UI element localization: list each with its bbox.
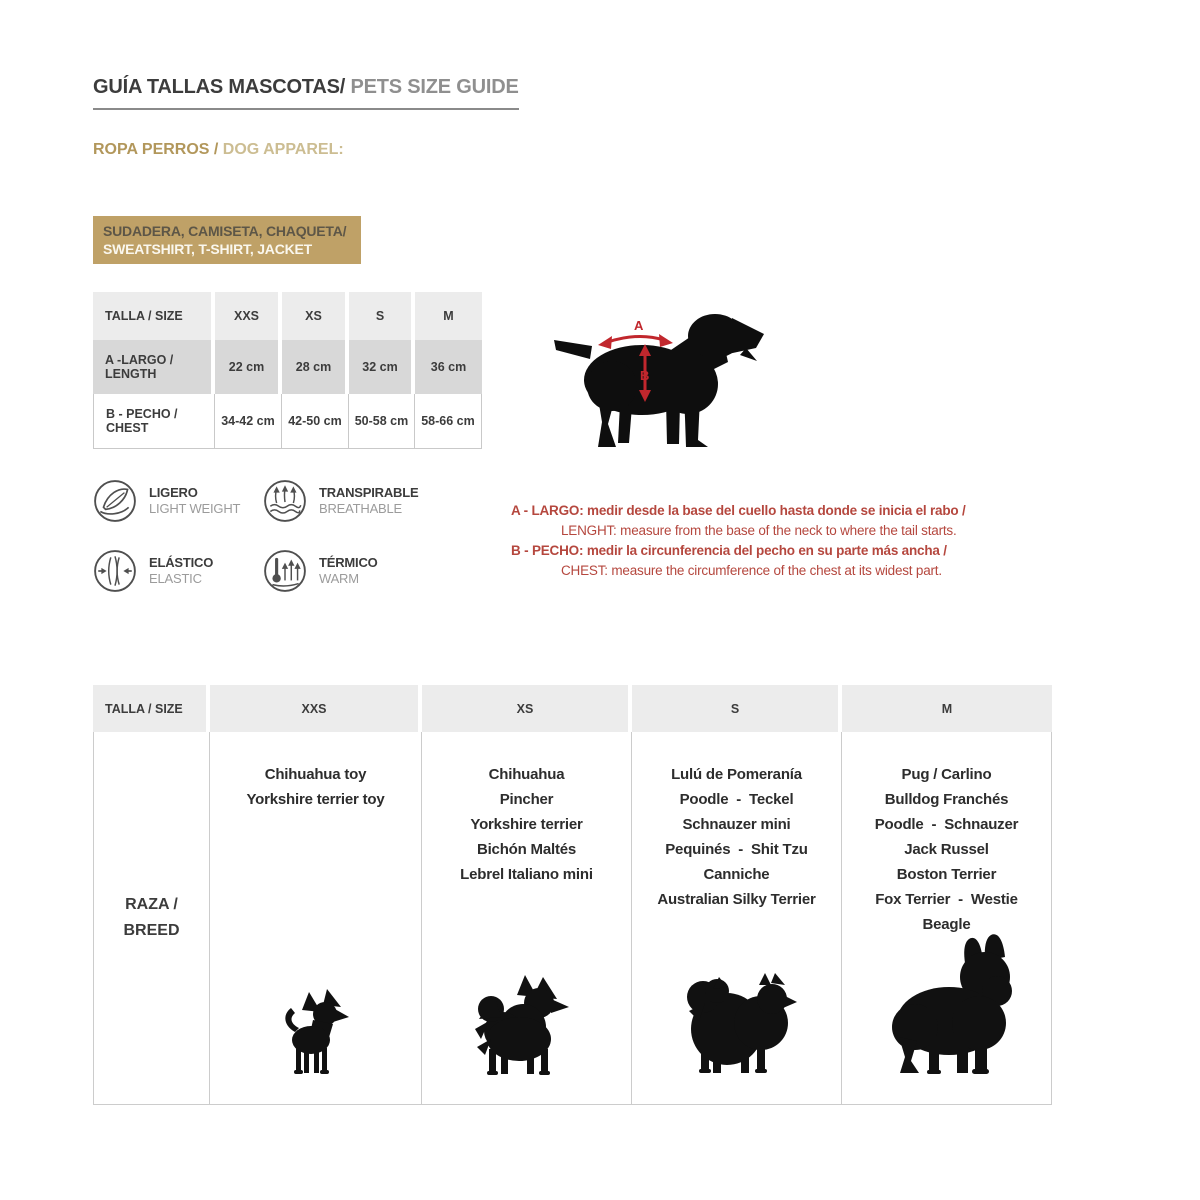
breed-name: Jack Russel: [904, 841, 989, 858]
breed-name: Chihuahua: [488, 766, 565, 783]
breed-cell-xs: [422, 732, 632, 1105]
breed-name: Fox Terrier - Westie: [875, 891, 1018, 908]
section-subtitle: [93, 141, 344, 159]
size-table-header-cell: TALLA / SIZE: [93, 292, 215, 340]
breed-table-header-cell: TALLA / SIZE: [93, 685, 210, 732]
pomeranian-silhouette: [675, 971, 799, 1076]
note-b-text: medir la circunferencia del pecho en su parte más ancha /: [583, 543, 947, 558]
subtitle-es: ROPA PERROS /: [93, 141, 223, 158]
size-table-header-cell: M: [415, 292, 482, 340]
feature-name-en: WARM: [319, 571, 359, 586]
breed-name: Yorkshire terrier toy: [246, 791, 385, 808]
breathable-icon: [263, 479, 307, 523]
feature-warm: [263, 549, 378, 593]
measure-b-label: B: [640, 368, 650, 383]
feature-name-en: LIGHT WEIGHT: [149, 501, 241, 516]
size-table-header-cell: XXS: [215, 292, 282, 340]
page-title-es: GUÍA TALLAS MASCOTAS/: [93, 76, 346, 98]
note-a-es: [511, 501, 981, 521]
thermometer-icon: [263, 549, 307, 593]
feature-name: TRANSPIRABLE: [319, 485, 419, 500]
breed-name: Boston Terrier: [896, 866, 997, 883]
breed-list-s: [632, 762, 841, 912]
size-table-value-cell: 32 cm: [349, 340, 415, 394]
size-table-value-cell: 36 cm: [415, 340, 482, 394]
breed-name: Lulú de Pomeranía: [671, 766, 802, 783]
size-table-value-cell: 22 cm: [215, 340, 282, 394]
breed-cell-s: [632, 732, 842, 1105]
size-table-value-cell: 34-42 cm: [215, 394, 282, 449]
breed-name: Schnauzer mini: [682, 816, 791, 833]
size-table-value-cell: 50-58 cm: [349, 394, 415, 449]
size-table-row-label: B - PECHO / CHEST: [93, 394, 215, 449]
size-measurements-table: [93, 292, 482, 449]
breed-table-header-cell: M: [842, 685, 1052, 732]
measuring-instructions: [511, 501, 981, 581]
dog-measurement-diagram: [550, 290, 794, 462]
breed-name: Yorkshire terrier: [470, 816, 583, 833]
note-a-label: A - LARGO:: [511, 503, 584, 518]
breed-table-header-cell: XS: [422, 685, 632, 732]
breed-name: Pug / Carlino: [901, 766, 992, 783]
breed-name: Bichón Maltés: [476, 841, 577, 858]
feature-name-en: BREATHABLE: [319, 501, 403, 516]
chihuahua-silhouette: [281, 988, 351, 1076]
breed-list-xxs: [210, 762, 421, 812]
breed-name: Beagle: [922, 916, 971, 933]
breed-name: Pequinés - Shit Tzu: [665, 841, 808, 858]
labrador-silhouette: [554, 314, 764, 447]
subtitle-en: DOG APPAREL:: [222, 141, 344, 158]
breed-list-xs: [422, 762, 631, 887]
breed-name: Australian Silky Terrier: [657, 891, 816, 908]
size-table-value-cell: 42-50 cm: [282, 394, 349, 449]
breed-name: Bulldog Franchés: [884, 791, 1009, 808]
breed-cell-xxs: [210, 732, 422, 1105]
note-a-text: medir desde la base del cuello hasta donde se inicia el rabo /: [583, 503, 966, 518]
french-bulldog-silhouette: [877, 933, 1017, 1076]
feature-elastic: [93, 549, 213, 593]
size-table-row-label: A -LARGO / LENGTH: [93, 340, 215, 394]
feature-breathable: [263, 479, 418, 523]
feature-name: TÉRMICO: [319, 555, 378, 570]
note-b-es: [511, 541, 981, 561]
feature-name: LIGERO: [149, 485, 198, 500]
size-table-value-cell: 28 cm: [282, 340, 349, 394]
size-table-header-cell: XS: [282, 292, 349, 340]
feature-lightweight: [93, 479, 240, 523]
size-table-value-cell: 58-66 cm: [415, 394, 482, 449]
breed-name: Poodle - Schnauzer: [874, 816, 1019, 833]
note-b-label: B - PECHO:: [511, 543, 584, 558]
breed-table-header-cell: S: [632, 685, 842, 732]
feature-name-en: ELASTIC: [149, 571, 202, 586]
page-title-en: PETS SIZE GUIDE: [345, 76, 519, 98]
longhair-chihuahua-silhouette: [467, 973, 587, 1076]
breed-table-header-cell: XXS: [210, 685, 422, 732]
breed-name: Poodle - Teckel: [679, 791, 794, 808]
size-table-header-cell: S: [349, 292, 415, 340]
breed-name: Pincher: [499, 791, 554, 808]
breed-cell-m: [842, 732, 1052, 1105]
breed-row-label: [93, 732, 210, 1105]
garment-category-box: [93, 216, 361, 264]
elastic-icon: [93, 549, 137, 593]
breed-table-body: [93, 732, 1052, 1105]
breed-name: Canniche: [703, 866, 770, 883]
breed-label-es: RAZA /: [125, 896, 178, 913]
measure-a-label: A: [634, 318, 644, 333]
breed-list-m: [842, 762, 1051, 937]
feature-name: ELÁSTICO: [149, 555, 214, 570]
breed-table-header: [93, 685, 1052, 732]
page-title: [93, 76, 519, 110]
breed-label-en: BREED: [123, 922, 180, 939]
note-b-en: CHEST: measure the circumference of the chest at its widest part.: [561, 563, 942, 578]
category-line-es: SUDADERA, CAMISETA, CHAQUETA/: [103, 223, 347, 239]
feather-icon: [93, 479, 137, 523]
breed-name: Chihuahua toy: [264, 766, 367, 783]
breed-name: Lebrel Italiano mini: [460, 866, 593, 883]
note-a-en: LENGHT: measure from the base of the neck to where the tail starts.: [561, 523, 957, 538]
category-line-en: SWEATSHIRT, T-SHIRT, JACKET: [103, 241, 313, 257]
